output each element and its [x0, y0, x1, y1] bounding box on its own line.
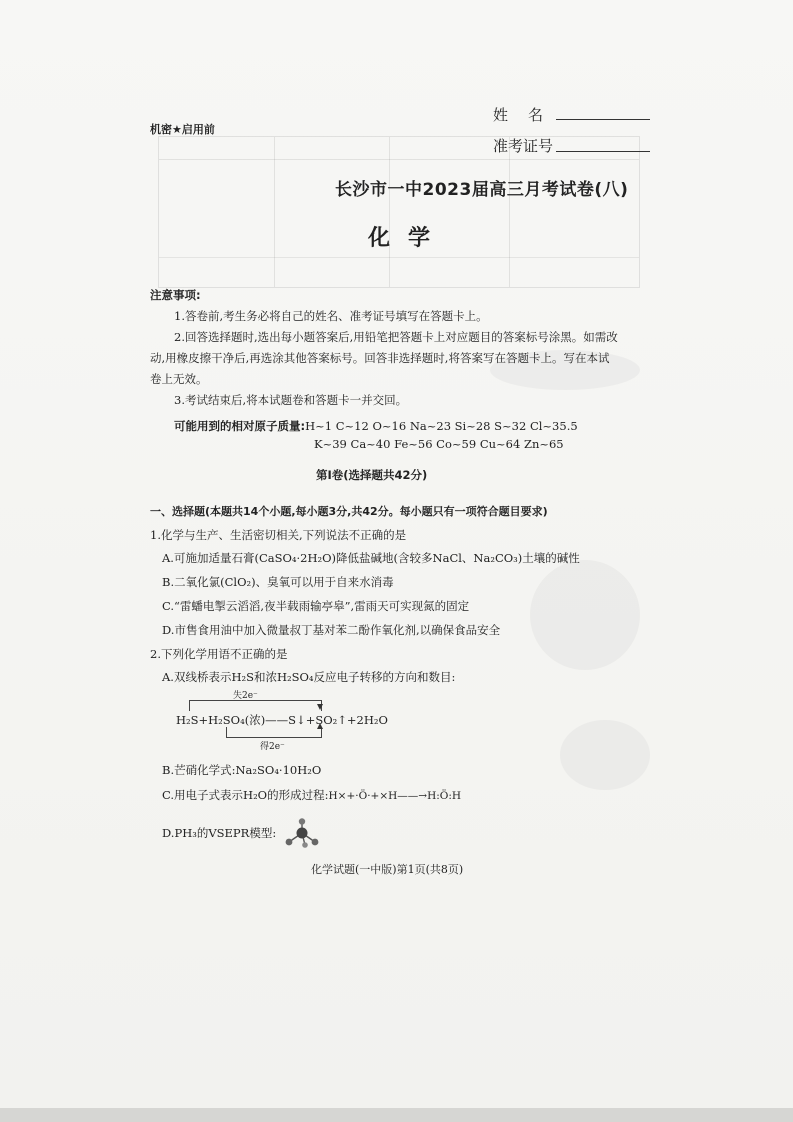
page-footer: 化学试题(一中版)第1页(共8页) — [311, 863, 464, 876]
electron-dot-formula: H×+·Ö·+×H——→H:Ö:H — [328, 790, 462, 802]
question-2-option-a: A.双线桥表示H₂S和浓H₂SO₄反应电子转移的方向和数目: — [162, 670, 456, 684]
question-1-option-c: C.“雷蟠电掣云滔滔,夜半载雨输亭皋”,雷雨天可实现氮的固定 — [162, 599, 470, 613]
question-1-stem: 1.化学与生产、生活密切相关,下列说法不正确的是 — [150, 528, 407, 542]
atomic-mass-values-2: K~39 Ca~40 Fe~56 Co~59 Cu~64 Zn~65 — [314, 437, 564, 451]
electron-gain-label: 得2e⁻ — [260, 742, 285, 752]
name-blank — [556, 119, 650, 120]
electron-gain-bracket — [226, 727, 322, 738]
notice-heading: 注意事项: — [150, 288, 201, 302]
arrow-down-icon — [317, 704, 323, 710]
electron-loss-bracket — [189, 700, 322, 711]
name-label: 姓名 — [493, 106, 564, 124]
question-1-option-a: A.可施加适量石膏(CaSO₄·2H₂O)降低盐碱地(含较多NaCl、Na₂CO₃)土壤的碱性 — [162, 551, 580, 565]
exam-id-blank — [556, 151, 650, 152]
exam-id-label: 准考证号 — [493, 137, 554, 155]
question-2-option-b: B.芒硝化学式:Na₂SO₄·10H₂O — [162, 763, 322, 777]
notice-item-1: 1.答卷前,考生务必将自己的姓名、准考证号填写在答题卡上。 — [174, 309, 488, 323]
notice-item-2-line-2: 动,用橡皮擦干净后,再选涂其他答案标号。回答非选择题时,将答案写在答题卡上。写在本试 — [150, 351, 610, 365]
question-2-option-d: D.PH₃的VSEPR模型: — [162, 826, 277, 840]
part-one-heading: 一、选择题(本题共14个小题,每小题3分,共42分。每小题只有一项符合题目要求) — [150, 505, 548, 518]
atomic-mass-line-1 — [174, 418, 578, 434]
notice-item-2-line-1: 2.回答选择题时,选出每小题答案后,用铅笔把答题卡上对应题目的答案标号涂黑。如需改 — [174, 330, 618, 344]
exam-title: 长沙市一中2023届高三月考试卷(八) — [335, 180, 629, 200]
bleed-through-table — [158, 136, 640, 288]
atomic-mass-values-1: H~1 C~12 O~16 Na~23 Si~28 S~32 Cl~35.5 — [305, 419, 578, 433]
question-2-stem: 2.下列化学用语不正确的是 — [150, 647, 288, 661]
section-heading: 第Ⅰ卷(选择题共42分) — [316, 468, 428, 482]
bleed-through-shape — [530, 560, 640, 670]
bleed-through-shape — [560, 720, 650, 790]
notice-item-2-line-3: 卷上无效。 — [150, 372, 208, 386]
confidential-mark: 机密★启用前 — [150, 123, 215, 136]
redox-equation: H₂S+H₂SO₄(浓)——S↓+SO₂↑+2H₂O — [176, 713, 388, 727]
question-1-option-b: B.二氧化氯(ClO₂)、臭氧可以用于自来水消毒 — [162, 575, 394, 589]
question-2-option-c — [162, 787, 461, 803]
notice-item-3: 3.考试结束后,将本试题卷和答题卡一并交回。 — [174, 393, 408, 407]
option-c-label: C.用电子式表示H₂O的形成过程: — [162, 788, 329, 802]
vsepr-model-icon — [283, 818, 321, 848]
electron-loss-label: 失2e⁻ — [233, 691, 258, 701]
question-1-option-d: D.市售食用油中加入微量叔丁基对苯二酚作氧化剂,以确保食品安全 — [162, 623, 501, 637]
arrow-up-icon — [317, 723, 323, 729]
scan-edge — [0, 1108, 793, 1122]
atomic-mass-label: 可能用到的相对原子质量: — [174, 419, 306, 433]
subject-title: 化学 — [368, 226, 449, 251]
